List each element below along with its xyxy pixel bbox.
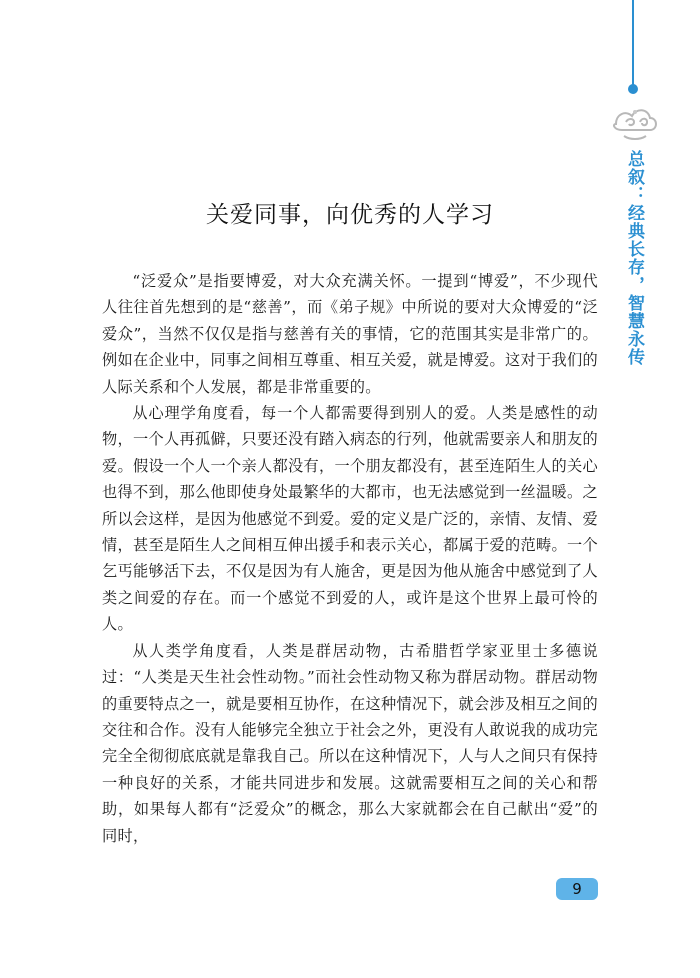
paragraph: “泛爱众”是指要博爱，对大众充满关怀。一提到“博爱”，不少现代人往往首先想到的是“慈善”，而《弟子规》中所说的要对大众博爱的“泛爱众”，当然不仅仅是指与慈善有关的事情，它的范围其实是非常广的。例如在企业中，同事之间相互尊重、相互关爱，就是博爱。这对于我们的人际关系和个人发展，都是非常重要的。 bbox=[102, 272, 598, 396]
page-title: 关爱同事，向优秀的人学习 bbox=[206, 202, 494, 228]
auspicious-cloud-icon bbox=[610, 100, 660, 144]
paragraph: 从人类学角度看，人类是群居动物，古希腊哲学家亚里士多德说过：“人类是天生社会性动物。”而社会性动物又称为群居动物。群居动物的重要特点之一，就是要相互协作，在这种情况下，就会涉及相互之间的交往和合作。没有人能够完全独立于社会之外，更没有人敢说我的成功完完全全彻彻底底就是靠我自己。所以在这种情况下，人与人之间只有保持一种良好的关系，才能共同进步和发展。这就需要相互之间的关心和帮助，如果每人都有“泛爱众”的概念，那么大家就都会在自己献出“爱”的同时， bbox=[102, 641, 598, 845]
chapter-side-title: 总叙：经典长存，智慧永传 bbox=[624, 150, 644, 366]
side-decoration-dot bbox=[628, 84, 638, 94]
side-decoration-line bbox=[632, 0, 634, 88]
page-number-badge: 9 bbox=[556, 878, 598, 900]
article-body bbox=[102, 268, 598, 849]
paragraph: 从心理学角度看，每一个人都需要得到别人的爱。人类是感性的动物，一个人再孤僻，只要还没有踏入病态的行列，他就需要亲人和朋友的爱。假设一个人一个亲人都没有，一个朋友都没有，甚至连陌生人的关心也得不到，那么他即使身处最繁华的大都市，也无法感觉到一丝温暖。之所以会这样，是因为他感觉不到爱。爱的定义是广泛的，亲情、友情、爱情，甚至是陌生人之间相互伸出援手和表示关心，都属于爱的范畴。一个乞丐能够活下去，不仅是因为有人施舍，更是因为他从施舍中感觉到了人类之间爱的存在。而一个感觉不到爱的人，或许是这个世界上最可怜的人。 bbox=[102, 404, 598, 634]
